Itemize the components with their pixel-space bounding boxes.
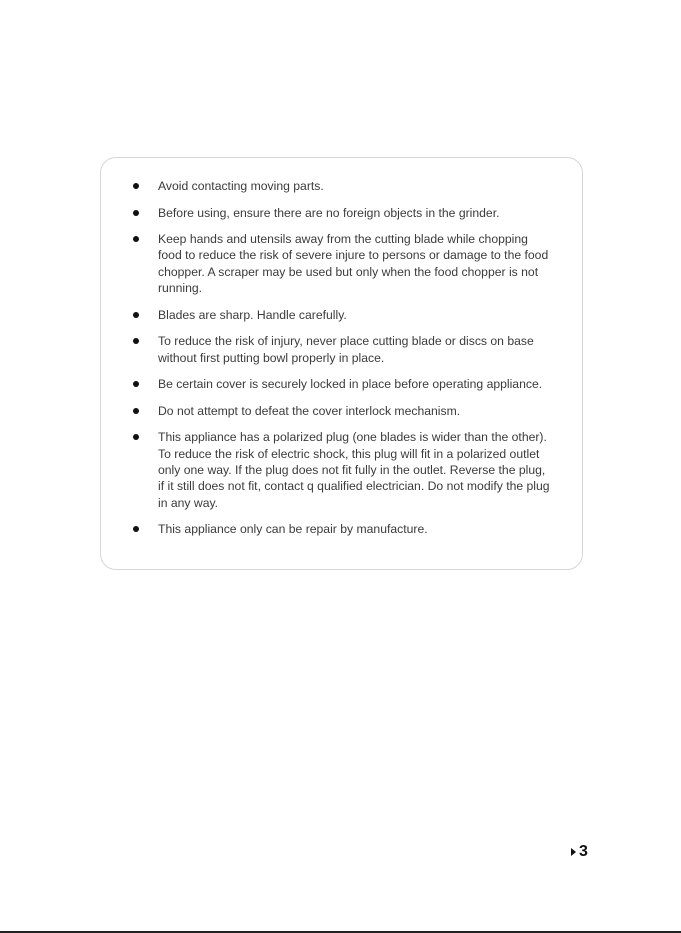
list-item (101, 231, 582, 296)
page-number-text: 3 (579, 843, 588, 860)
list-item (101, 205, 582, 221)
instruction-text: This appliance has a polarized plug (one blades is wider than the other). To reduce the risk of electric shock, this plug will fit in a polarized outlet only one way. If the plug does not fit fully in the outlet. Reverse the plug, if it still does not fit, contact q qualified electrician. Do not modify the plug in any way. (158, 430, 550, 510)
bullet-icon (133, 408, 139, 414)
list-item (101, 376, 582, 392)
list-item (101, 333, 582, 366)
triangle-right-icon (571, 848, 576, 856)
instruction-text: Do not attempt to defeat the cover interlock mechanism. (158, 403, 461, 418)
safety-instructions-box (100, 157, 583, 570)
bullet-icon (133, 312, 139, 318)
instruction-text: Avoid contacting moving parts. (158, 179, 324, 193)
bullet-icon (133, 434, 139, 440)
instruction-text: This appliance only can be repair by manufacture. (158, 522, 428, 537)
bullet-icon (133, 526, 139, 532)
list-item (101, 521, 582, 537)
bullet-icon (133, 338, 139, 344)
instruction-text: Blades are sharp. Handle carefully. (158, 307, 347, 322)
list-item (101, 178, 582, 194)
safety-instructions-list (101, 178, 582, 548)
bullet-icon (133, 236, 139, 242)
list-item (101, 429, 582, 510)
instruction-text: Before using, ensure there are no foreign objects in the grinder. (158, 205, 500, 220)
bullet-icon (133, 381, 139, 387)
list-item (101, 307, 582, 323)
instruction-text: Be certain cover is securely locked in place before operating appliance. (158, 377, 543, 392)
bullet-icon (133, 210, 139, 216)
bullet-icon (133, 183, 139, 189)
list-item (101, 403, 582, 419)
instruction-text: To reduce the risk of injury, never place cutting blade or discs on base without first putting bowl properly in place. (158, 334, 534, 365)
instruction-text: Keep hands and utensils away from the cutting blade while chopping food to reduce the risk of severe injure to persons or damage to the food chopper. A scraper may be used but only when the food chopper is not running. (158, 232, 549, 296)
page-number (571, 843, 588, 861)
